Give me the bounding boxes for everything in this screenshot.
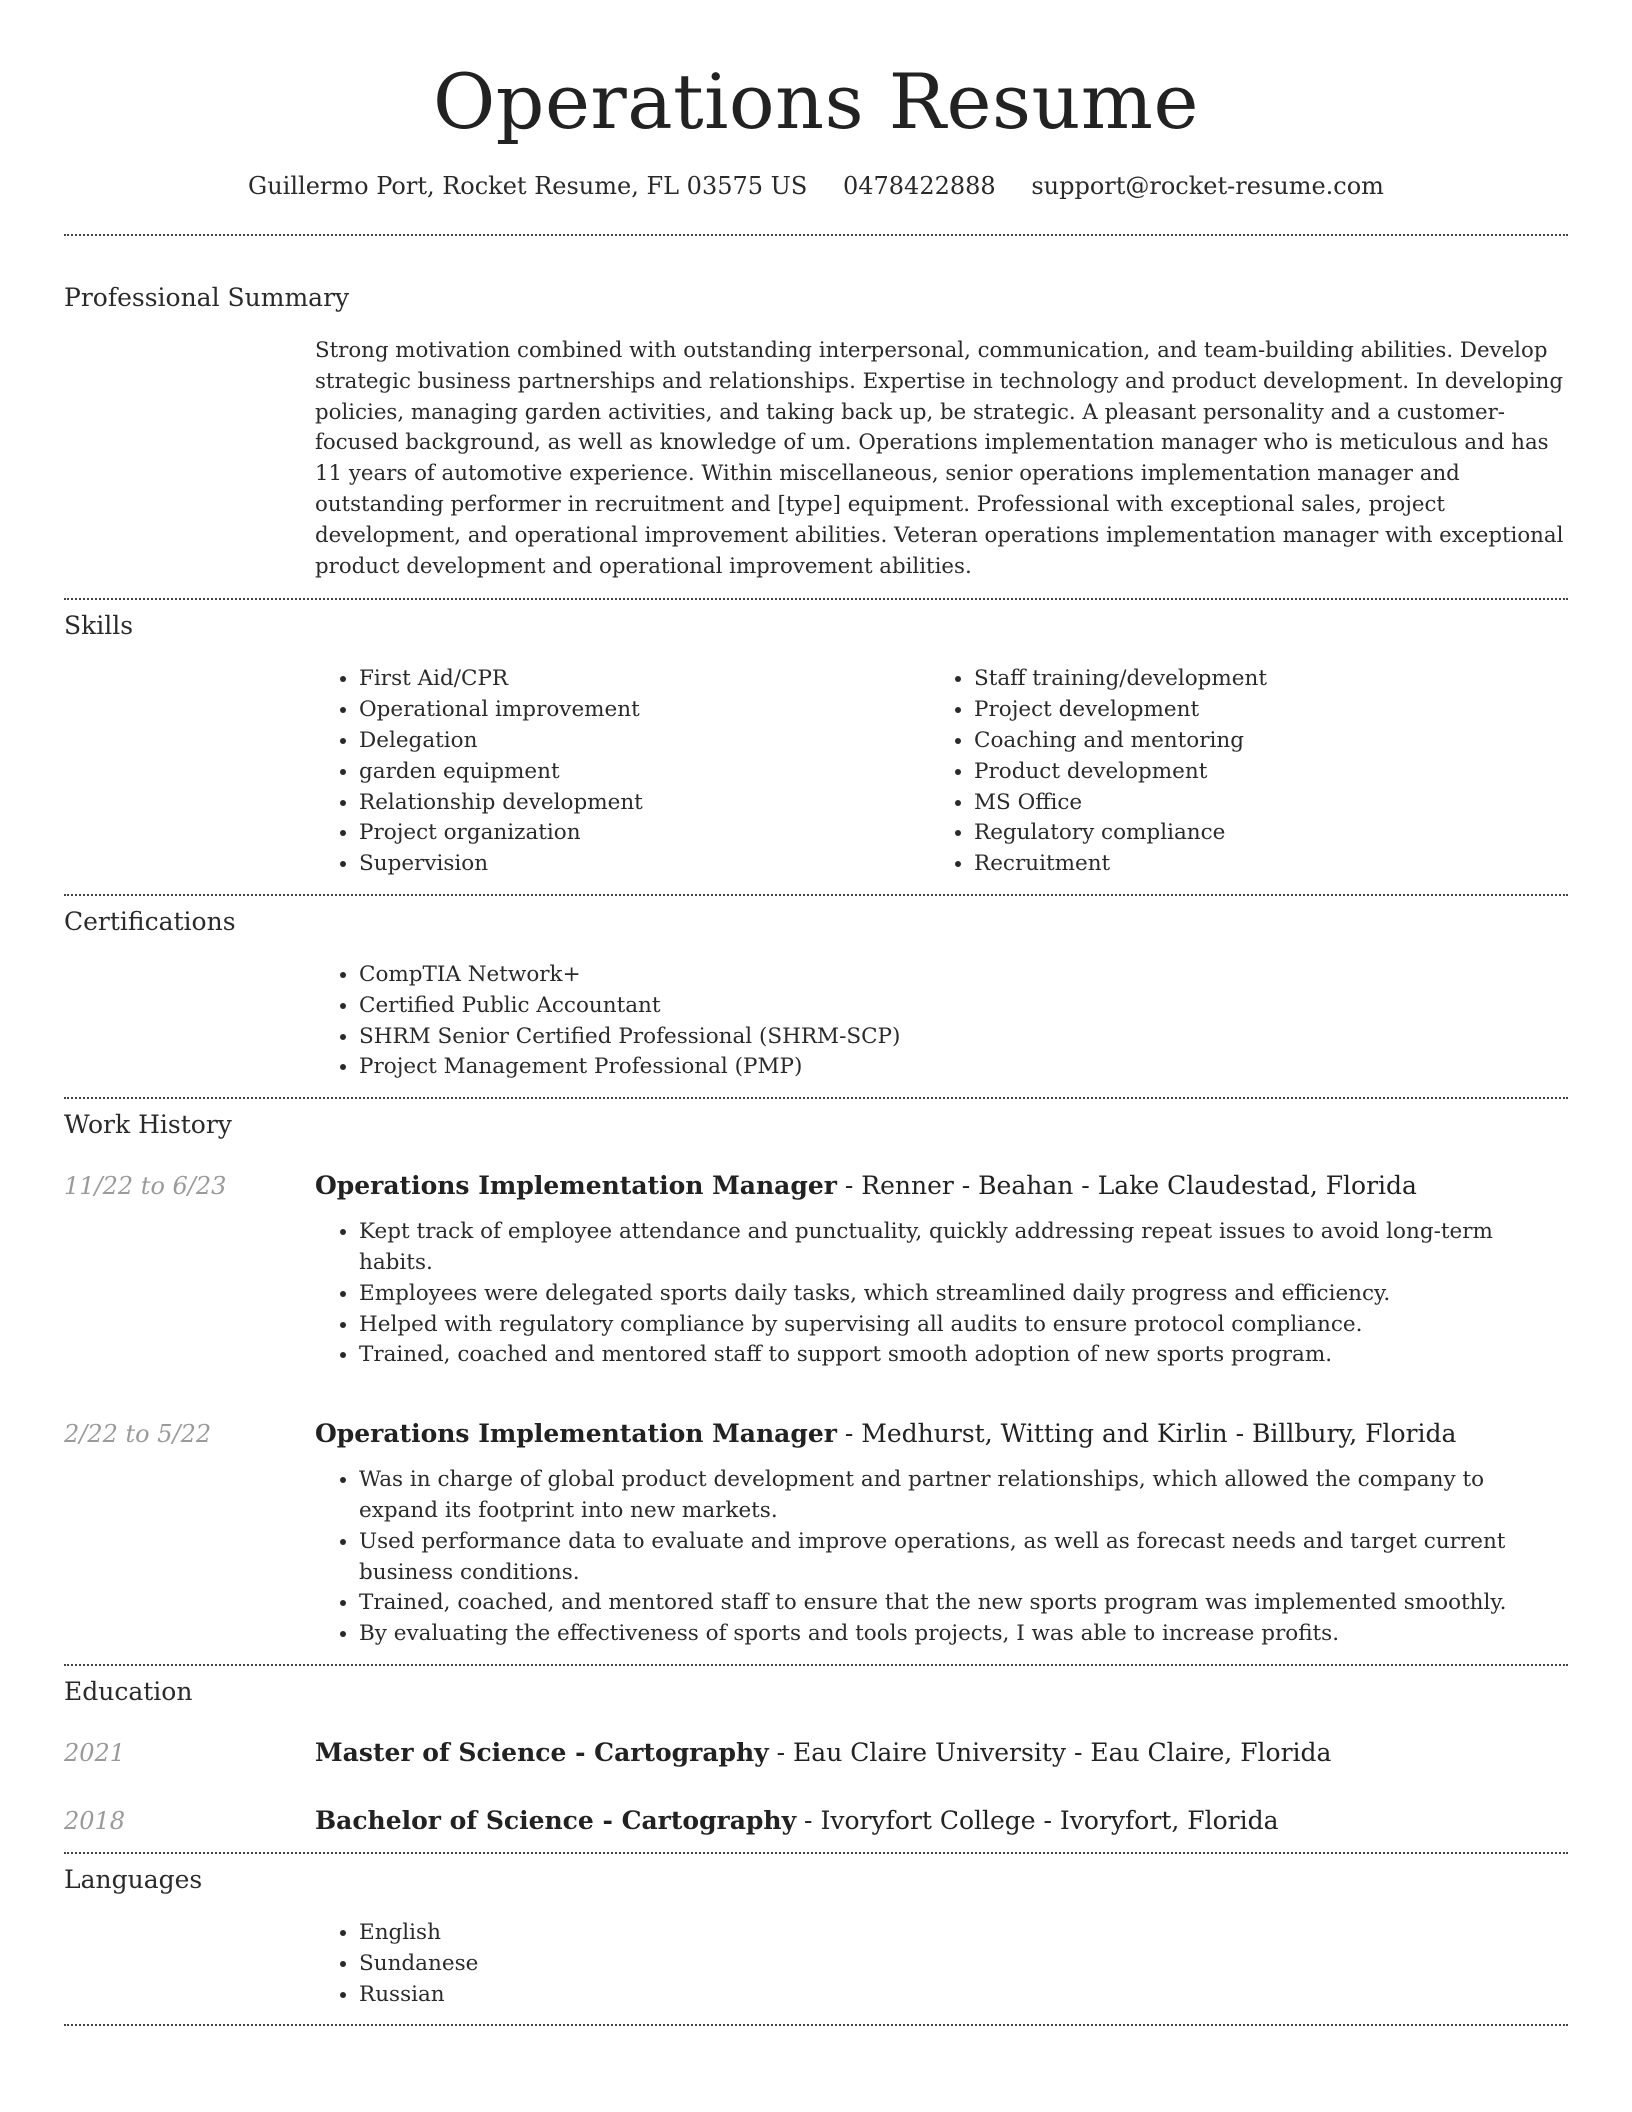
education-entry [64,1804,1568,1852]
languages-divider [64,2024,1568,2026]
certifications-divider [64,1097,1568,1099]
education-details: - Ivoryfort College - Ivoryfort, Florida [796,1805,1279,1835]
job-title: Operations Implementation Manager [315,1419,837,1449]
resume-title: Operations Resume [433,57,1199,146]
certification-item: • Project Management Professional (PMP) [359,1052,1568,1083]
skill-item: • Relationship development [359,788,930,819]
education-heading-line [315,1736,1331,1770]
work-divider [64,1664,1568,1666]
education-entry [64,1736,1568,1770]
work-bullet: • Was in charge of global product development and partner relationships, which allowed the company to expand its footprint into new markets. [359,1465,1568,1527]
education-year: 2018 [64,1806,126,1835]
education-details: - Eau Claire University - Eau Claire, Florida [768,1737,1332,1767]
language-item: • English [359,1918,1568,1949]
skill-item: • Supervision [359,849,930,880]
contact-line [64,170,1568,202]
work-bullet: • Trained, coached and mentored staff to support smooth adoption of new sports program. [359,1340,1568,1371]
skill-item: • Recruitment [974,849,1545,880]
work-bullet: • By evaluating the effectiveness of sports and tools projects, I was able to increase profits. [359,1619,1568,1650]
skill-item: • Operational improvement [359,695,930,726]
contact-email: support@rocket-resume.com [1031,172,1384,200]
skills-columns [315,664,1568,894]
skill-item: • Coaching and mentoring [974,726,1545,757]
certification-item: • SHRM Senior Certified Professional (SHRM-SCP) [359,1022,1568,1053]
contact-phone: 0478422888 [842,172,996,200]
work-bullet: • Helped with regulatory compliance by supervising all audits to ensure protocol compliance. [359,1310,1568,1341]
work-bullet: • Used performance data to evaluate and improve operations, as well as forecast needs and target current business conditions. [359,1527,1568,1589]
work-entry [64,1169,1568,1385]
resume-header [64,0,1568,202]
certification-item: • Certified Public Accountant [359,991,1568,1022]
education-year: 2021 [64,1738,126,1767]
summary-heading: Professional Summary [64,283,350,312]
skill-item: • MS Office [974,788,1545,819]
work-bullets [315,1465,1568,1664]
header-divider [64,234,1568,236]
job-details: - Medhurst, Witting and Kirlin - Billbury, Florida [836,1419,1457,1449]
education-heading-line [315,1804,1279,1838]
skill-item: • Project development [974,695,1545,726]
job-details: - Renner - Beahan - Lake Claudestad, Florida [836,1171,1417,1201]
certifications-list [315,960,1568,1097]
languages-list [315,1918,1568,2024]
skill-item: • Delegation [359,726,930,757]
language-item: • Sundanese [359,1949,1568,1980]
work-bullet: • Employees were delegated sports daily tasks, which streamlined daily progress and efficiency. [359,1279,1568,1310]
job-title: Operations Implementation Manager [315,1171,837,1201]
language-item: • Russian [359,1980,1568,2011]
skill-item: • Project organization [359,818,930,849]
skills-column-right [930,664,1545,880]
certifications-heading: Certifications [64,906,236,936]
degree-name: Bachelor of Science - Cartography [315,1805,797,1835]
skill-item: • Staff training/development [974,664,1545,695]
summary-divider [64,598,1568,600]
certification-item: • CompTIA Network+ [359,960,1568,991]
work-dates: 11/22 to 6/23 [64,1172,227,1201]
contact-address: Guillermo Port, Rocket Resume, FL 03575 US [248,172,808,200]
skills-heading: Skills [64,611,134,641]
skill-item: • Product development [974,757,1545,788]
summary-text: Strong motivation combined with outstanding interpersonal, communication, and team-building abilities. Develop strategic business partnerships and relationships. Expertise in technology and product development. In developing policies, managing garden activities, and taking back up, be strategic. A pleasant personality and a customer-focused background, as well as knowledge of um. Operations implementation manager who is meticulous and has 11 years of automotive experience. Within miscellaneous, senior operations implementation manager and outstanding performer in recruitment and [type] equipment. Professional with exceptional sales, project development, and operational improvement abilities. Veteran operations implementation manager with exceptional product development and operational improvement abilities. [315,338,1564,579]
work-dates: 2/22 to 5/22 [64,1420,212,1449]
skills-divider [64,894,1568,896]
skill-item: • First Aid/CPR [359,664,930,695]
languages-heading: Languages [64,1864,203,1894]
work-bullet: • Trained, coached, and mentored staff to ensure that the new sports program was implemented smoothly. [359,1588,1568,1619]
work-bullets [315,1217,1568,1385]
degree-name: Master of Science - Cartography [315,1737,769,1767]
education-heading: Education [64,1676,193,1706]
work-heading-line [315,1169,1417,1203]
skills-column-left [315,664,930,880]
education-divider [64,1852,1568,1854]
work-bullet: • Kept track of employee attendance and punctuality, quickly addressing repeat issues to avoid long-term habits. [359,1217,1568,1279]
work-entry [64,1417,1568,1664]
skill-item: • Regulatory compliance [974,818,1545,849]
work-heading: Work History [64,1110,232,1140]
skill-item: • garden equipment [359,757,930,788]
work-heading-line [315,1417,1456,1451]
